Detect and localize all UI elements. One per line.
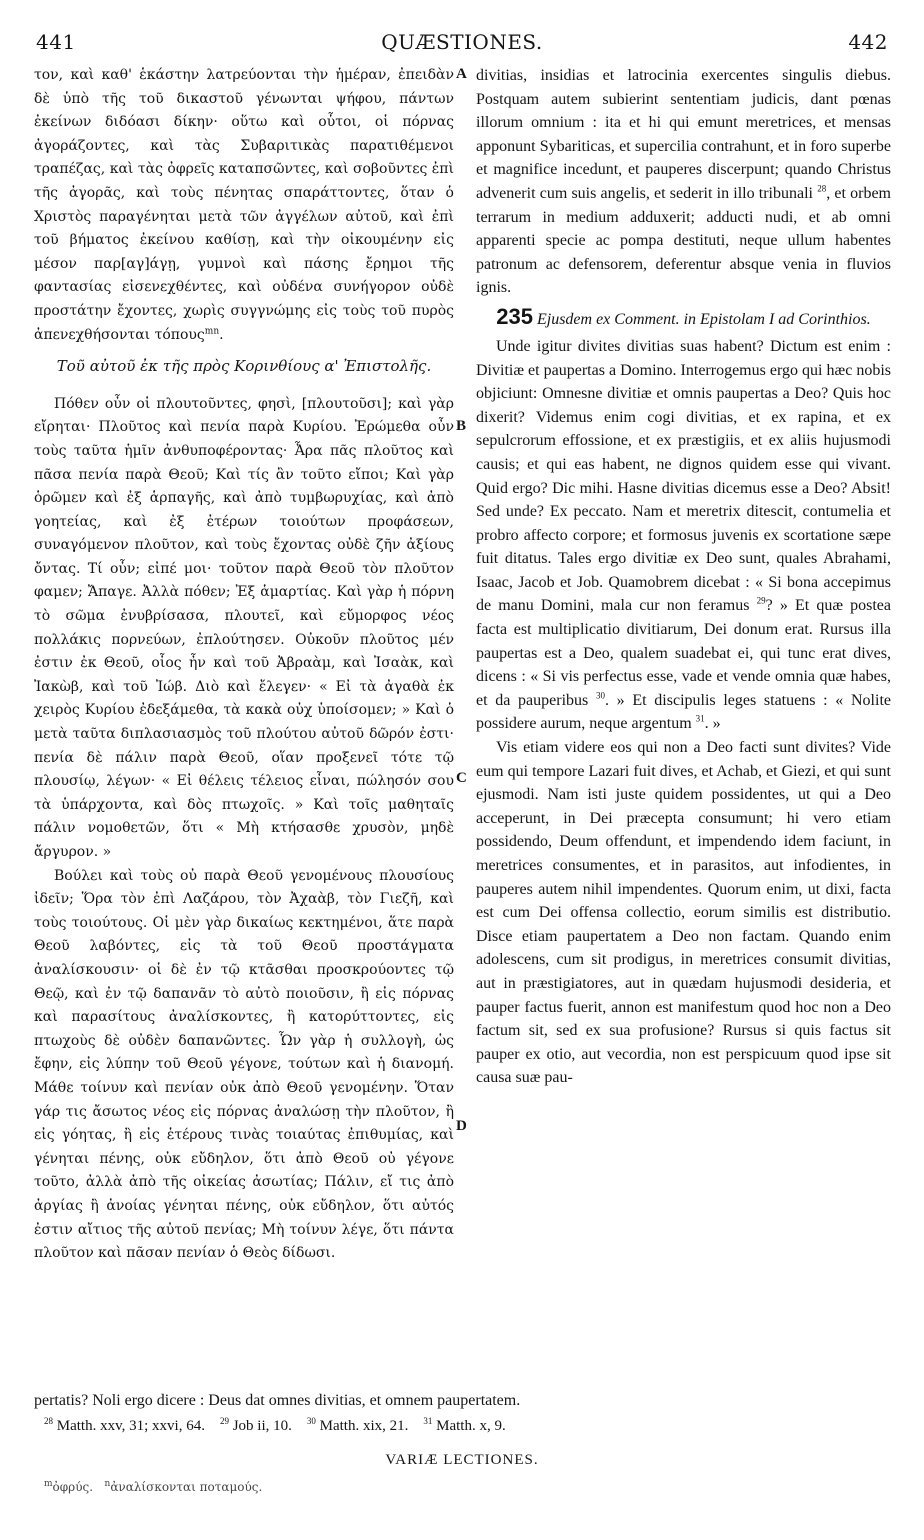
footnote-29: Job ii, 10. — [232, 1418, 292, 1434]
latin-paragraph-2: Unde igitur divites divitias suas habent? Dictum est enim : Divitiæ et paupertas a Domino. Interrogemus ergo qui hæc nobis objiciunt: Omnesne divitiæ et omnis paupertas a Deo? Quis hoc dixerit? Videmus enim cogi divitias, et ex rapina, et ex sepulcrorum effossione, et ex præstigiis, et ex aliis hujusmodi causis; et qui eas habent, ne dignos quidem esse qui vivant. Quid ergo? Dic mihi. Hasne divitias dicemus esse a Deo? Absit! Sed unde? Ex peccato. Nam et meretrix ditescit, contumelia et probro affecto corpore; et formosus juvenis ex scortatione sæpe fuit ditatus. Tales ergo divitiæ ex Deo sunt, quales Abrahami, Isaac, Jacob et Job. Quamobrem dicebat : « Si bona accepimus de manu Domini, mala cur non feramus $^{29}$? » Et quæ postea facta est multiplicatio divitiarum, Dei donum erat. Rursus illa paupertas est a Deo, qualem suadebat ei, qui tunc erat dives, dicens : « Si vis perfectus esse, vade et vende omnia quæ habes, et da pauperibus $^{30}$. » Et discipulis leges statuens : « Nolite possidere aurum, neque argentum $^{31}$. » — [476, 337, 892, 733]
margin-marker-a: A — [456, 66, 467, 82]
page-number-left: 441 — [36, 30, 76, 54]
running-title: QUÆSTIONES. — [381, 30, 543, 54]
footnotes: $^{28}$ Matth. xxv, 31; xxvi, 64. $^{29}$ Job ii, 10. $^{30}$ Matth. xix, 21. $^{31}$ Matth. x, 9. — [44, 1416, 506, 1434]
margin-marker-c: C — [456, 770, 467, 786]
latin-note-28: 28 — [817, 183, 827, 194]
greek-variant-note-n: n — [213, 325, 220, 336]
footnote-28: Matth. xxv, 31; xxvi, 64. — [56, 1418, 205, 1434]
latin-paragraph-1: divitias, insidias et latrocinia exercentes singulis diebus. Postquam autem subierint sententiam judicis, dant pœnas illorum omnium : ita et hi qui emunt meretrices, et mensas apponunt Sybariticas, et supercilia contrahunt, et in foro superbe et magnifice incedunt, et pauperes discerpunt; quando Christus advenerit cum suis angelis, et sederit in illo tribunali $^{28}$, et orbem terrarum in medium adduxerit; adducti nudi, et ab omni apparenti specie ac pompa destituti, neque ullum habentes patronum ac defensorem, deferentur absque venia in fluvios ignis. — [476, 67, 892, 297]
margin-marker-b: B — [456, 418, 467, 434]
greek-variant-note-m: m — [204, 325, 214, 336]
variant-n: ἀναλίσκονται ποταμούς. — [110, 1480, 263, 1494]
greek-paragraph-1: τον, καὶ καθ' ἑκάστην λατρεύονται τὴν ἡμέραν, ἐπειδὰν δὲ ὑπὸ τῆς τοῦ δικαστοῦ γένωνται ψήφου, πάντων ἐκείνων διδόασι δίκην· οὕτω καὶ οὗτοι, οἱ πόρνας ἀγοράζοντες, καὶ τὰς Συβαριτικὰς παρατιθέμενοι τραπέζας, καὶ τὰς ὀφρεῖς καταπσῶντες, καὶ σοβοῦντες ἐπὶ τῆς ἀγορᾶς, καὶ τοὺς πένητας σπαράττοντες, ὅταν ὁ Χριστὸς παραγένηται μετὰ τῶν ἀγγέλων αὐτοῦ, καὶ ἐπὶ τοῦ βήματος ἐκείνου καθίσῃ, καὶ τὴν οἰκουμένην εἰς μέσον παρ[αγ]άγῃ, γυμνοὶ καὶ πάσης ἔρημοι τῆς φαντασίας εἰσενεχθέντες, καὶ οὐδένα συνήγορον οὐδὲ προστάτην ἔχοντες, χωρὶς συγγνώμης εἰς τοὺς τοῦ πυρὸς ἀπενεχθήσονται τόπους$^{mn}$. — [34, 67, 454, 343]
greek-section-heading: Τοῦ αὐτοῦ ἐκ τῆς πρὸς Κορινθίους α' Ἐπιστολῆς. — [56, 357, 432, 376]
latin-note-29: 29 — [756, 596, 766, 607]
page-header — [30, 30, 894, 64]
page-number-right: 442 — [848, 30, 888, 54]
variae-lectiones-title: VARIÆ LECTIONES. — [385, 1452, 539, 1468]
greek-paragraph-2: Πόθεν οὖν οἱ πλουτοῦντες, φησὶ, [πλουτοῦσι]; καὶ γὰρ εἴρηται· Πλοῦτος καὶ πενία παρὰ Κυρίου. Ἐρώμεθα οὖν τοὺς ταῦτα ἡμῖν ἀνθυποφέροντας· Ἆρα πᾶς πλοῦτος καὶ πᾶσα πενία παρὰ Θεοῦ; Καὶ τίς ἂν τοῦτο εἴποι; Καὶ γὰρ ὁρῶμεν καὶ ἐξ ἁρπαγῆς, καὶ ἀπὸ τυμβωρυχίας, καὶ ἀπὸ γοητείας, καὶ ἐξ ἑτέρων τοιούτων προφάσεων, συναγόμενον πλοῦτον, καὶ τοὺς ἔχοντας οὐδὲ ζῆν ἀξίους ὄντας. Τί οὖν; εἰπέ μοι· τοῦτον παρὰ Θεοῦ τὸν πλοῦτον φαμεν; Ἄπαγε. Ἀλλὰ πόθεν; Ἐξ ἁμαρτίας. Καὶ γὰρ ἡ πόρνη τὸ σῶμα ἐνυβρίσασα, πλουτεῖ, καὶ εὔμορφος νέος πολλάκις πορνεύων, ἐπλούτησεν. Οὐκοῦν πλοῦτος μέν ἐστιν ἐκ Θεοῦ, οἷος ἦν καὶ τοῦ Ἀβραὰμ, καὶ Ἰσαὰκ, καὶ Ἰακὼβ, καὶ τοῦ Ἰώβ. Διὸ καὶ ἔλεγεν· « Εἰ τὰ ἀγαθὰ ἐκ χειρὸς Κυρίου ἐδεξάμεθα, τὰ κακὰ οὐχ ὑποίσομεν; » Καὶ ὁ μετὰ ταῦτα διπλασιασμὸς τοῦ πλούτου αὐτοῦ δῶρόν ἐστι· πενία δὲ πάλιν παρὰ Θεοῦ, οἵαν προξενεῖ τότε τῷ πλουσίῳ, λέγων· « Εἰ θέλεις τέλειος εἶναι, πώλησόν σου τὰ ὑπάρχοντα, καὶ δὸς πτωχοῖς. » Καὶ τοῖς μαθηταῖς πάλιν νομοθετῶν, ὅτι « Μὴ κτήσασθε χρυσὸν, μηδὲ ἄργυρον. » — [34, 395, 454, 860]
variant-readings: $^m$ὀφρύς. $^n$ἀναλίσκονται ποταμούς. — [44, 1479, 263, 1494]
latin-note-30: 30 — [595, 690, 605, 701]
latin-column — [476, 64, 891, 1090]
footnote-31: Matth. x, 9. — [436, 1418, 506, 1434]
footnote-30: Matth. xix, 21. — [319, 1418, 409, 1434]
greek-column — [34, 64, 454, 1266]
latin-paragraph-3: Vis etiam videre eos qui non a Deo facti sunt divites? Vide eum qui tempore Lazari fuit dives, et Achab, et Giezi, et qui sunt ejusmodi. Nam isti juste quidem possidentes, ut qui a Deo acceperunt, in Dei præcepta consumunt; hi vero etiam possidendo, Deum offendunt, et impendendo idem faciunt, in meretrices consumentes, et in parasitos, aut infodientes, in pauperes autem nihil impendentes. Quorum enim, ut dixi, facta est cum Dei offensa collectio, eorum similis est distributio. Disce etiam paupertatem a Deo non factam. Quando enim adolescens, cum sit prodigus, in meretrices consumit divitias, aut in præstigiatores, aut in quædam hujusmodi desideria, et pauper factus fuerit, annon est manifestum quod hoc non a Deo factum sit, sed ex sua profusione? Rursus si quis factus sit pauper ex otio, aut vecordia, non est perspicuum quod ipse sit causa suæ pau- — [476, 739, 891, 1087]
latin-note-31: 31 — [695, 714, 705, 725]
latin-section-heading: 235 Ejusdem ex Comment. in Epistolam I ad Corinthios. — [496, 303, 871, 329]
section-number: 235 — [496, 303, 533, 329]
latin-continuation: pertatis? Noli ergo dicere : Deus dat omnes divitias, et omnem paupertatem. — [34, 1392, 521, 1409]
margin-marker-d: D — [456, 1118, 467, 1134]
variant-m: ὀφρύς. — [52, 1480, 94, 1494]
greek-paragraph-3: Βούλει καὶ τοὺς οὐ παρὰ Θεοῦ γενομένους πλουσίους ἰδεῖν; Ὅρα τὸν ἐπὶ Λαζάρου, τὸν Ἀχαὰβ, τὸν Γιεζῆ, καὶ τοὺς τοιούτους. Οἱ μὲν γὰρ δικαίως κεκτημένοι, ἅτε παρὰ Θεοῦ λαβόντες, εἰς τὰ τοῦ Θεοῦ προστάγματα ἀναλίσκουσιν· οἱ δὲ ἐν τῷ κτᾶσθαι προσκρούοντες τῷ Θεῷ, καὶ ἐν τῷ δαπανᾶν τὸ αὐτὸ ποιοῦσιν, ἢ εἰς πόρνας καὶ παρασίτους ἀναλίσκοντες, ἢ κατορύττοντες, εἰς πτωχοὺς δὲ οὐδὲν δαπανῶντες. Ὧν γὰρ ἡ συλλογὴ, ὡς ἔφην, εἰς λύπην τοῦ Θεοῦ γέγονε, τούτων καὶ ἡ διανομή. Μάθε τοίνυν καὶ πενίαν οὐκ ἀπὸ Θεοῦ γενομένην. Ὅταν γάρ τις ἄσωτος νέος εἰς πόρνας ἀναλώσῃ τὴν πλοῦτον, ἢ εἰς γόητας, ἢ εἰς ἑτέρους τινὰς τοιαύτας ἐπιθυμίας, καὶ γένηται πένης, οὐκ εὔδηλον, ὅτι ἀπὸ Θεοῦ οὐ γέγονε τοῦτο, ἀλλὰ ἀπὸ τῆς οἰκείας ἀσωτίας; Πάλιν, εἴ τις ἀπὸ ἀργίας ἢ ἀνοίας γένηται πένης, οὐκ εὔδηλον, ὅτι αὐτός ἐστιν αἴτιος τῆς αὐτοῦ πενίας; Μὴ τοίνυν λέγε, ὅτι πάντα πλοῦτον καὶ πᾶσαν πενίαν ὁ Θεὸς δίδωσι. — [34, 867, 454, 1262]
